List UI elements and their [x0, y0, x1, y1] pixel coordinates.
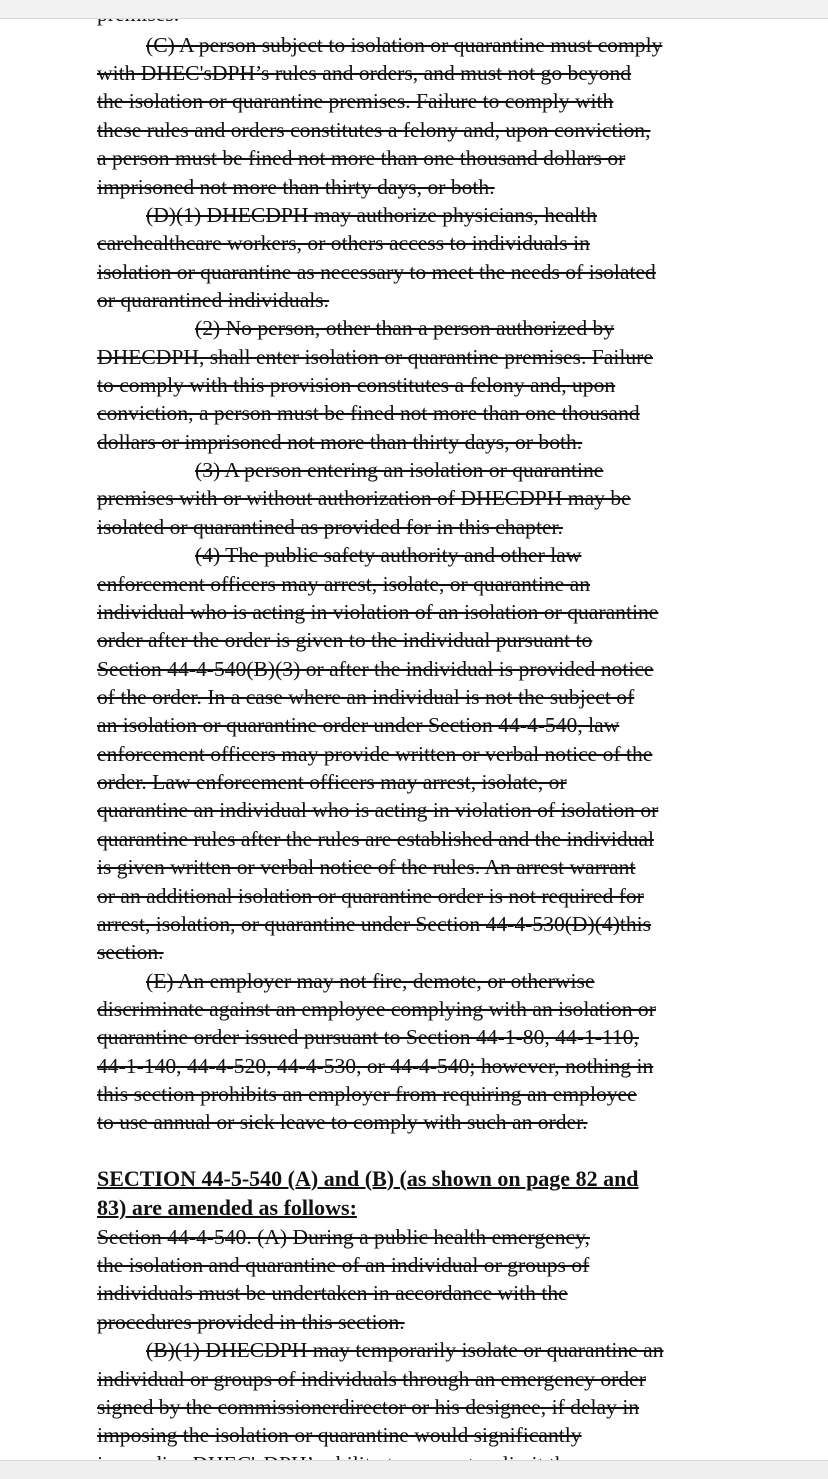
struck-text-line: arrest, isolation, or quarantine under Section 44-4-530(D)(4)this	[97, 912, 652, 936]
section-heading-line: SECTION 44-5-540 (A) and (B) (as shown on page 82 and	[97, 1166, 639, 1191]
struck-text-line: quarantine order issued pursuant to Section 44-1-80, 44-1-110,	[97, 1025, 639, 1049]
struck-text-line: a person must be fined not more than one thousand dollars or	[97, 146, 626, 170]
struck-text-line: quarantine an individual who is acting in violation of isolation or	[97, 798, 659, 822]
struck-text-line: the isolation and quarantine of an individual or groups of	[97, 1253, 590, 1277]
struck-text-line: imposing the isolation or quarantine would significantly	[97, 1423, 582, 1447]
struck-text-line: individual who is acting in violation of an isolation or quarantine	[97, 600, 659, 624]
struck-text-line: (2) No person, other than a person authorized by	[195, 316, 615, 340]
struck-text-line: order after the order is given to the individual pursuant to	[97, 628, 593, 652]
struck-text-line: order. Law enforcement officers may arrest, isolate, or	[97, 770, 567, 794]
struck-text-line: (3) A person entering an isolation or quarantine	[195, 458, 604, 482]
struck-text-line: enforcement officers may provide written or verbal notice of the	[97, 742, 653, 766]
struck-text-line: premises with or without authorization of DHECDPH may be	[97, 486, 631, 510]
struck-text-line: to use annual or sick leave to comply with such an order.	[97, 1110, 588, 1134]
struck-text-line: or quarantined individuals.	[97, 288, 330, 312]
struck-text-line: the isolation or quarantine premises. Failure to comply with	[97, 89, 614, 113]
struck-text-line: procedures provided in this section.	[97, 1310, 405, 1334]
struck-text-line: (D)(1) DHECDPH may authorize physicians, health	[146, 203, 597, 227]
struck-text-line: (C) A person subject to isolation or quarantine must comply	[146, 33, 663, 57]
struck-text-line: dollars or imprisoned not more than thirty days, or both.	[97, 430, 583, 454]
struck-text-line: individual or groups of individuals through an emergency order	[97, 1367, 646, 1391]
struck-text-line: to comply with this provision constitutes a felony and, upon	[97, 373, 616, 397]
struck-text-line: conviction, a person must be fined not more than one thousand	[97, 401, 640, 425]
struck-text-line: with DHEC'sDPH’s rules and orders, and must not go beyond	[97, 61, 632, 85]
struck-text-line: signed by the commissionerdirector or his designee, if delay in	[97, 1395, 640, 1419]
section-heading-line: 83) are amended as follows:	[97, 1195, 357, 1220]
struck-text-line: or an additional isolation or quarantine order is not required for	[97, 884, 644, 908]
struck-text-line: carehealthcare workers, or others access to individuals in	[97, 231, 590, 255]
document-page	[97, 0, 737, 1479]
struck-text-line: (4) The public safety authority and other law	[195, 543, 582, 567]
struck-text-line: individuals must be undertaken in accordance with the	[97, 1281, 568, 1305]
struck-text-line: (E) An employer may not fire, demote, or otherwise	[146, 969, 595, 993]
struck-text-line: of the order. In a case where an individual is not the subject of	[97, 685, 635, 709]
struck-text-line: these rules and orders constitutes a felony and, upon conviction,	[97, 118, 651, 142]
struck-text-line: is given written or verbal notice of the rules. An arrest warrant	[97, 855, 636, 879]
struck-text-line: Section 44-4-540. (A) During a public health emergency,	[97, 1225, 590, 1249]
struck-text-line: an isolation or quarantine order under Section 44-4-540, law	[97, 713, 620, 737]
struck-text-line: isolation or quarantine as necessary to meet the needs of isolated	[97, 260, 656, 284]
struck-text-line: quarantine rules after the rules are established and the individual	[97, 827, 655, 851]
struck-text-line: section.	[97, 940, 164, 964]
struck-text-line: DHECDPH, shall enter isolation or quarantine premises. Failure	[97, 345, 653, 369]
viewer-bottom-bar	[0, 1460, 828, 1479]
struck-text-line: imprisoned not more than thirty days, or both.	[97, 175, 495, 199]
struck-text-line: isolated or quarantined as provided for in this chapter.	[97, 515, 563, 539]
struck-text-line: (B)(1) DHECDPH may temporarily isolate or quarantine an	[146, 1338, 664, 1362]
struck-text-line: enforcement officers may arrest, isolate, or quarantine an	[97, 572, 591, 596]
struck-text-line: Section 44-4-540(B)(3) or after the individual is provided notice	[97, 657, 654, 681]
viewer-top-bar	[0, 0, 828, 19]
struck-text-line: 44-1-140, 44-4-520, 44-4-530, or 44-4-540; however, nothing in	[97, 1054, 654, 1078]
struck-text-line: this section prohibits an employer from requiring an employee	[97, 1082, 637, 1106]
struck-text-line: discriminate against an employee complying with an isolation or	[97, 997, 656, 1021]
